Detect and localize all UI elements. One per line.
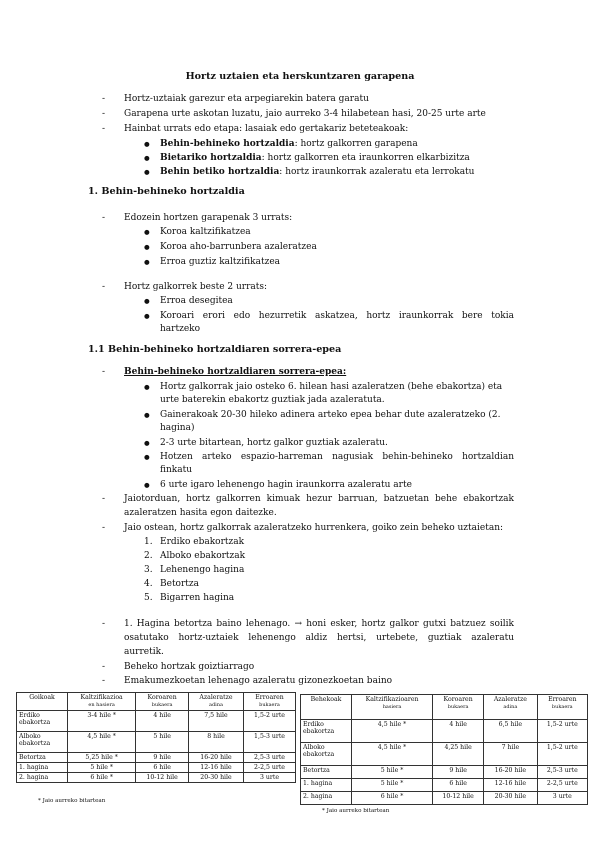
table-cell: 6 hile [136, 763, 189, 773]
table-cell: 12-16 hile [188, 763, 243, 773]
table-cell: 10-12 hile [433, 792, 484, 805]
table-cell: 1,5-2 urte [537, 743, 587, 766]
intro-line: - Hainbat urrats edo etapa: lasaiak edo gertakariz beteteakoak: [124, 123, 408, 135]
table-row [17, 711, 296, 732]
table-row [17, 773, 296, 783]
table-cell: 6 hile * [68, 773, 136, 783]
intro-line: - Garapena urte askotan luzatu, jaio aurreko 3-4 hilabetean hasi, 20-25 urte arte [124, 108, 486, 120]
table-cell: 2-2,5 urte [537, 779, 587, 792]
column-header: Erroaren bukaera [537, 695, 587, 720]
section-line: - Jaiotorduan, hortz galkorren kimuak hezur barruan, batzuetan behe ebakortzak [124, 493, 514, 505]
table-cell: 1,5-2 urte [244, 711, 296, 732]
column-header: Erroaren bukaera [244, 693, 296, 711]
table-cell: Alboko ebakortza [17, 732, 68, 753]
table-cell: 7,5 hile [188, 711, 243, 732]
stage-item: ● Behin-behineko hortzaldia: hortz galkorren garapena [160, 138, 418, 150]
table-row [17, 753, 296, 763]
intro-line: - Hortz-uztaiak garezur eta arpegiarekin batera garatu [124, 93, 369, 105]
table-cell: 20-30 hile [484, 792, 537, 805]
step-item: ● Erroa desegitea [160, 295, 233, 307]
table-cell: 9 hile [433, 766, 484, 779]
stage-item: ● Behin betiko hortzaldia: hortz iraunkorrak azaleratu eta lerrokatu [160, 166, 474, 178]
table-cell: 4 hile [433, 720, 484, 743]
bullet-item: ● 2-3 urte bitartean, hortz galkor guztiak azaleratu. [160, 437, 388, 449]
section-line: - Edozein hortzen garapenak 3 urrats: [124, 212, 292, 224]
order-number: 4. [144, 579, 153, 589]
table-footnote: * Jaio aurreko bitartean [322, 808, 390, 814]
table-footnote: * Jaio aurreko bitartean [38, 798, 106, 804]
table-cell: 2. hagina [17, 773, 68, 783]
column-header: Koroaren bukaera [136, 693, 189, 711]
table-cell: 5 hile [136, 732, 189, 753]
table-cell: 4,5 hile * [68, 732, 136, 753]
table-cell: 16-20 hile [484, 766, 537, 779]
table-cell: 2. hagina [301, 792, 352, 805]
column-header: Kaltzifikazioaren hasiera [352, 695, 433, 720]
step-item-cont: hartzeko [160, 324, 201, 334]
table-row [301, 743, 588, 766]
bullet-item: ● Gainerakoak 20-30 hileko adinera arteko epea behar dute azaleratzeko (2. [160, 409, 500, 421]
section-line: - Jaio ostean, hortz galkorrak azaleratzeko hurrenkera, goiko zein beheko uztaietan: [124, 522, 503, 534]
step-item: ● Koroari erori edo hezurretik askatzea, hortz iraunkorrak bere tokia [160, 310, 514, 322]
table-cell: Betortza [17, 753, 68, 763]
table-cell: Erdiko ebakortza [17, 711, 68, 732]
table-cell: 1. hagina [301, 779, 352, 792]
column-header: Koroaren bukaera [433, 695, 484, 720]
bullet-cont: urte baterekin ebakortz guztiak jada azaleratuta. [160, 395, 385, 405]
order-item: Erdiko ebakortzak [160, 537, 245, 547]
table-cell: 6,5 hile [484, 720, 537, 743]
column-header: Behekoak [301, 695, 352, 720]
section-line: - Beheko hortzak goiztiarrago [124, 661, 254, 673]
table-cell: 9 hile [136, 753, 189, 763]
section-line-cont: osatutako hortz-uztaiek lehenengo aldiz hertsi, urtebete, guztiak azaleratu [124, 633, 514, 643]
step-item: ● Koroa kaltzifikatzea [160, 226, 251, 238]
table-cell: 4,5 hile * [352, 720, 433, 743]
table-cell: 3 urte [537, 792, 587, 805]
page-title: Hortz uztaien eta herskuntzaren garapena [185, 71, 415, 82]
table-cell: 5 hile * [68, 763, 136, 773]
table-row [301, 779, 588, 792]
table-row [17, 732, 296, 753]
section-line: - 1. Hagina betortza baino lehenago. → honi esker, hortz galkor gutxi batzuez soilik [124, 618, 514, 630]
table-cell: 2-2,5 urte [244, 763, 296, 773]
order-number: 1. [144, 537, 153, 547]
table-cell: 3 urte [244, 773, 296, 783]
table-cell: 2,5-3 urte [244, 753, 296, 763]
table-cell: 20-30 hile [188, 773, 243, 783]
table-cell: 2,5-3 urte [537, 766, 587, 779]
section-line: - Emakumezkoetan lehenago azaleratu gizonezkoetan baino [124, 675, 392, 687]
table-row [301, 792, 588, 805]
order-item: Lehenengo hagina [160, 565, 245, 575]
column-header: Azaleratze adina [188, 693, 243, 711]
step-item: ● Koroa aho-barrunbera azaleratzea [160, 241, 317, 253]
step-item: ● Erroa guztiz kaltzifikatzea [160, 256, 280, 268]
table-cell: 6 hile [433, 779, 484, 792]
table-row [301, 766, 588, 779]
column-header: Kaltzifikazioa en hasiera [68, 693, 136, 711]
section-line-cont: azaleratzen hasita egon daitezke. [124, 508, 277, 518]
bullet-item: ● Hortz galkorrak jaio osteko 6. hilean hasi azaleratzen (behe ebakortza) eta [160, 381, 502, 393]
bullet-item: ● Hotzen arteko espazio-harreman nagusiak behin-behineko hortzaldian [160, 451, 514, 463]
table-cell: 12-16 hile [484, 779, 537, 792]
column-header: Azaleratze adina [484, 695, 537, 720]
table-cell: 4,25 hile [433, 743, 484, 766]
table-cell: 4 hile [136, 711, 189, 732]
table-cell: 3-4 hile * [68, 711, 136, 732]
table-cell: 1,5-2 urte [537, 720, 587, 743]
table-cell: 4,5 hile * [352, 743, 433, 766]
section-heading: 1. Behin-behineko hortzaldia [88, 186, 245, 197]
stage-item: ● Bietariko hortzaldia: hortz galkorren eta iraunkorren elkarbizitza [160, 152, 470, 164]
table-cell: 8 hile [188, 732, 243, 753]
section-heading: 1.1 Behin-behineko hortzaldiaren sorrera-epea [88, 344, 342, 355]
underlined-line: - Behin-behineko hortzaldiaren sorrera-epea: [124, 366, 346, 378]
column-header: Goikoak [17, 693, 68, 711]
section-line: - Hortz galkorrek beste 2 urrats: [124, 281, 267, 293]
table-cell: Alboko ebakortza [301, 743, 352, 766]
table-cell: 1. hagina [17, 763, 68, 773]
table-cell: 6 hile * [352, 792, 433, 805]
order-number: 2. [144, 551, 153, 561]
order-item: Betortza [160, 579, 200, 589]
table-cell: 16-20 hile [188, 753, 243, 763]
section-line-cont: aurretik. [124, 647, 164, 657]
table-cell: Betortza [301, 766, 352, 779]
table-row [17, 763, 296, 773]
table-cell: 7 hile [484, 743, 537, 766]
order-item: Alboko ebakortzak [160, 551, 246, 561]
table-cell: 5,25 hile * [68, 753, 136, 763]
bullet-cont: hagina) [160, 423, 195, 433]
order-item: Bigarren hagina [160, 593, 235, 603]
table-header-row [301, 695, 588, 720]
order-number: 5. [144, 593, 153, 603]
table-header-row [17, 693, 296, 711]
table-cell: Erdiko ebakortza [301, 720, 352, 743]
table-cell: 5 hile * [352, 766, 433, 779]
bullet-item: ● 6 urte igaro lehenengo hagin iraunkorra azaleratu arte [160, 479, 412, 491]
table-cell: 1,5-3 urte [244, 732, 296, 753]
table-row [301, 720, 588, 743]
table-cell: 5 hile * [352, 779, 433, 792]
bullet-cont: finkatu [160, 465, 193, 475]
lower-teeth-table [300, 694, 588, 805]
upper-teeth-table [16, 692, 296, 783]
table-cell: 10-12 hile [136, 773, 189, 783]
order-number: 3. [144, 565, 153, 575]
